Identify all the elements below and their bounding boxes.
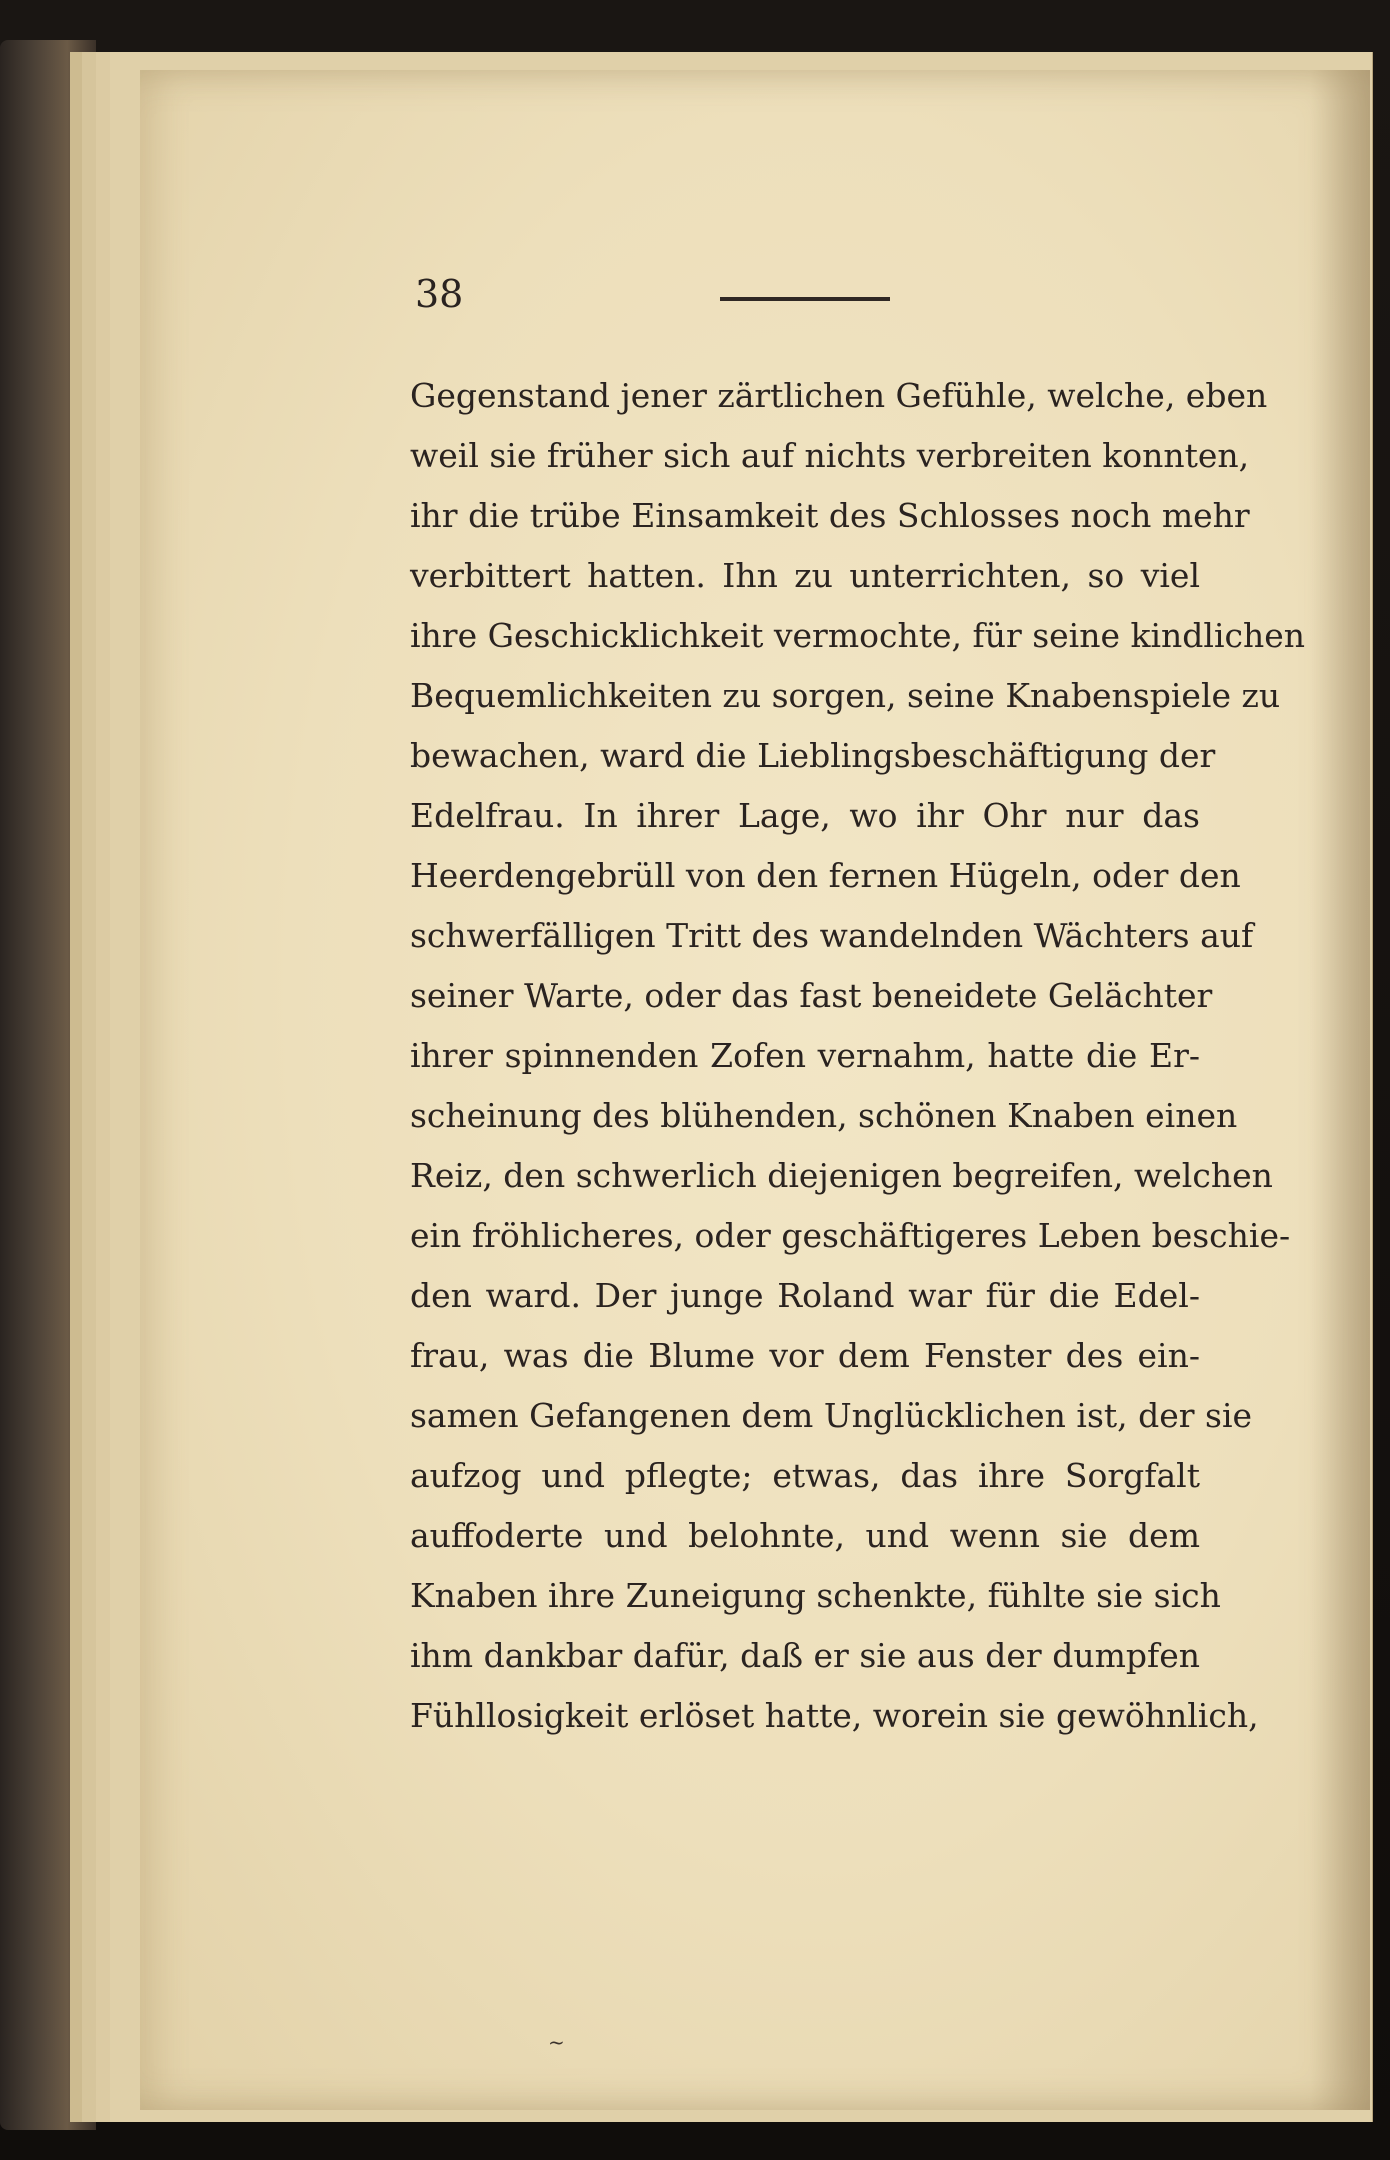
text-line: aufzog und pflegte; etwas, das ihre Sorgfalt [410,1456,1200,1495]
text-line: den ward. Der junge Roland war für die Edel- [410,1276,1200,1315]
text-line: schwerfälligen Tritt des wandelnden Wächters auf [410,916,1254,955]
header-rule [720,297,890,301]
page-header [415,270,1205,330]
page-gutter-shadow [1310,70,1370,2110]
body-text [410,366,1306,1746]
text-line: ihrer spinnenden Zofen vernahm, hatte die Er- [410,1036,1200,1075]
text-line: Knaben ihre Zuneigung schenkte, fühlte sie sich [410,1576,1221,1615]
text-line: scheinung des blühenden, schönen Knaben einen [410,1096,1238,1135]
text-line: Fühllosigkeit erlöset hatte, worein sie gewöhnlich, [410,1696,1259,1735]
text-line: Edelfrau. In ihrer Lage, wo ihr Ohr nur das [410,796,1200,835]
catchword-mark: ~ [548,2030,565,2054]
text-line: Gegenstand jener zärtlichen Gefühle, welche, eben [410,376,1268,415]
text-line: seiner Warte, oder das fast beneidete Gelächter [410,976,1213,1015]
text-line: verbittert hatten. Ihn zu unterrichten, so viel [410,556,1200,595]
page-number: 38 [415,272,464,316]
text-line: auffoderte und belohnte, und wenn sie dem [410,1516,1200,1555]
text-line: ihr die trübe Einsamkeit des Schlosses noch mehr [410,496,1250,535]
text-line: bewachen, ward die Lieblingsbeschäftigung der [410,736,1216,775]
text-line: Heerdengebrüll von den fernen Hügeln, oder den [410,856,1241,895]
text-line: samen Gefangenen dem Unglücklichen ist, der sie [410,1396,1253,1435]
text-line: ein fröhlicheres, oder geschäftigeres Leben beschie- [410,1216,1291,1255]
text-line: ihre Geschicklichkeit vermochte, für seine kindlichen [410,616,1306,655]
text-line: frau, was die Blume vor dem Fenster des ein- [410,1336,1200,1375]
text-line: weil sie früher sich auf nichts verbreiten konnten, [410,436,1250,475]
text-line: Bequemlichkeiten zu sorgen, seine Knabenspiele zu [410,676,1281,715]
text-line: ihm dankbar dafür, daß er sie aus der dumpfen [410,1636,1200,1675]
text-line: Reiz, den schwerlich diejenigen begreifen, welchen [410,1156,1273,1195]
